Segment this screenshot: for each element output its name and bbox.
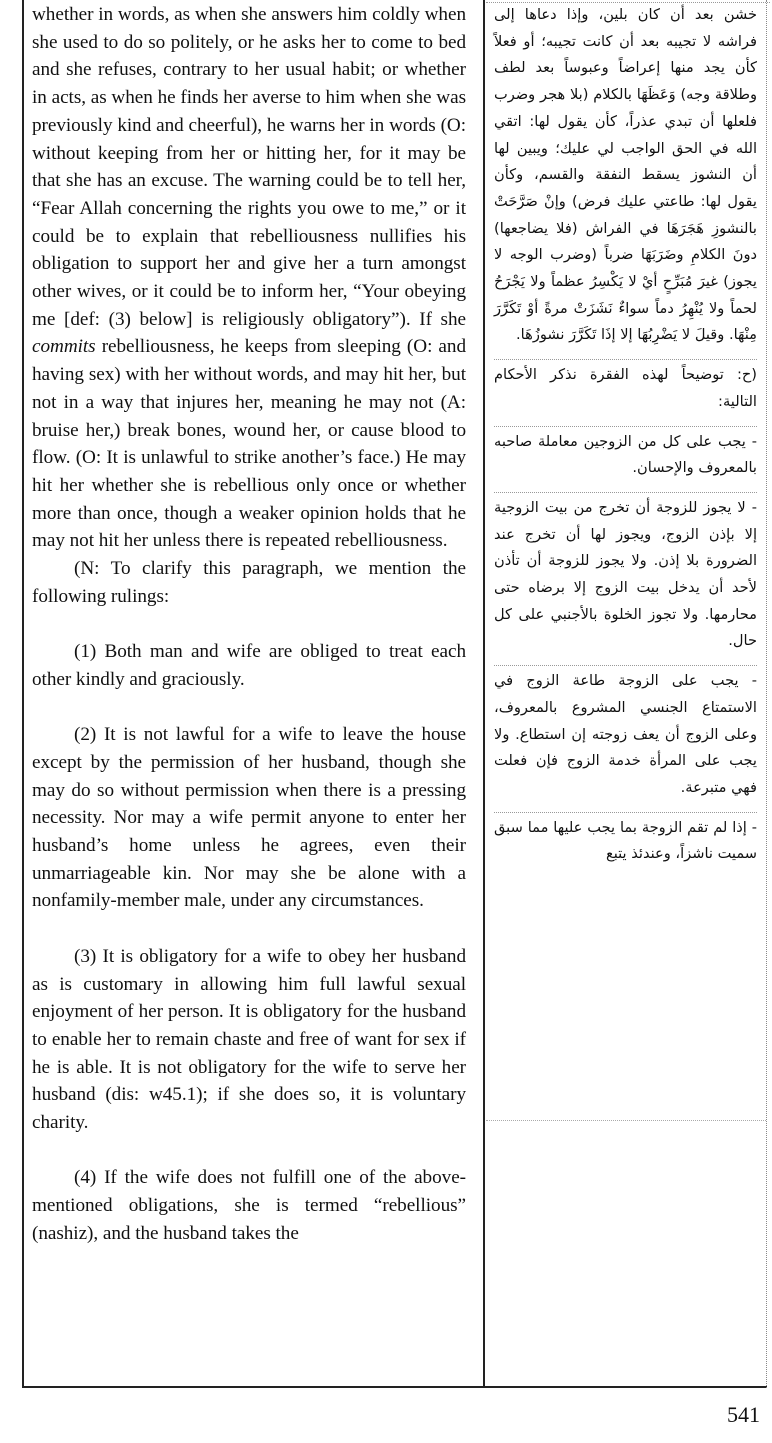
page-number: 541 xyxy=(727,1402,760,1427)
p1-emphasis: commits xyxy=(32,336,96,358)
lower-right-dots xyxy=(486,1120,766,1123)
right-edge-dots xyxy=(766,0,768,1388)
arabic-column xyxy=(494,2,757,868)
english-paragraph-1 xyxy=(32,1,466,555)
column-divider xyxy=(483,0,485,1388)
arabic-paragraph-1: خشن بعد أن كان بلين، وإذا دعاها إلى فراشه لا تجيبه بعد أن كانت تجيبه؛ أو فعلاً كأن يجد منها إعراضاً وعبوساً بعد لطف وطلاقة وجه) وَعَظَهَا بالكلام (بلا هجر وضرب فلعلها أن تبدي عذراً، كأن يقول لها: اتقي الله في الحق الواجب لي عليك؛ ويبين لها أن النشوز يسقط النفقة والقسم، وكأن يقول لها: طاعتي عليك فرض) وإنْ صَرَّحَتْ بالنشوزِ هَجَرَهَا في الفراش (فلا يضاجعها) دونَ الكلامِ وضَرَبَهَا ضرباً (وضرب الوجه لا يجوز) غيرَ مُبَرِّحٍ أيْ لا يَكْسِرُ عظماً ولا يَجْرَحُ لحماً ولا يُنْهِرُ دماً سواءٌ نَشَزَتْ مرةً أوْ تَكَرَّرَ مِنْهَا. وقيلَ لا يَضْرِبُهَا إلا إذَا تَكَرَّرَ نشوزُهَا. xyxy=(494,6,757,344)
ruling-2: (2) It is not lawful for a wife to leave the house except by the permission of her husband, though she may do so without permission when there is a pressing necessity. Nor may a wife permit anyone to enter her husband’s home unless he agrees, even their unmarriageable kin. Nor may she be alone with a nonfamily-member male, under any circumstances. xyxy=(32,724,466,912)
english-paragraph-2: (N: To clarify this paragraph, we mention the following rulings: xyxy=(32,558,466,607)
p1-text-b: rebelliousness, he keeps from sleeping (O: and having sex) with her without words, and may hit her, but not in a way that injures her, meaning he may not (A: bruise her,) break bones, wound her, or cause blood to flow. (O: It is unlawful to strike another’s face.) He may hit her whether she is rebellious only once or whether more than once, though a weaker opinion holds that he may not hit her unless there is repeated rebelliousness. xyxy=(32,336,466,552)
english-column xyxy=(32,1,466,1248)
arabic-ruling-3: - يجب على الزوجة طاعة الزوج في الاستمتاع الجنسي المشروع بالمعروف، وعلى الزوج أن يعف زوجته إن استطاع. ولا يجب على المرأة خدمة الزوج فإن فعلت فهي متبرعة. xyxy=(494,672,757,796)
arabic-paragraph-2: (ح: توضيحاً لهذه الفقرة نذكر الأحكام التالية: xyxy=(494,366,757,410)
arabic-ruling-4: - إذا لم تقم الزوجة بما يجب عليها مما سبق سميت ناشزاً، وعندئذ يتبع xyxy=(494,818,757,863)
arabic-ruling-2: - لا يجوز للزوجة أن تخرج من بيت الزوجية إلا بإذن الزوج، ويجوز لها أن تخرج عند الضرورة بلا إذن. ولا يجوز للزوجة أن تأذن لأحد أن يدخل بيت الزوج إلا برضاه حتى محارمها. ولا تجوز الخلوة بالأجنبي على كل حال. xyxy=(494,498,757,650)
ruling-3: (3) It is obligatory for a wife to obey her husband as is customary in allowing him full lawful sexual enjoyment of her person. It is obligatory for the husband to enable her to remain chaste and free of want for sex if he is able. It is not obligatory for the wife to serve her husband (dis: w45.1); if she does so, it is voluntary charity. xyxy=(32,945,466,1134)
ruling-1: (1) Both man and wife are obliged to treat each other kindly and graciously. xyxy=(32,641,466,690)
arabic-ruling-1: - يجب على كل من الزوجين معاملة صاحبه بالمعروف والإحسان. xyxy=(494,432,757,477)
ruling-4: (4) If the wife does not fulfill one of the above-mentioned obligations, she is termed “rebellious” (nashiz), and the husband takes the xyxy=(32,1167,466,1244)
p1-text-a: whether in words, as when she answers him coldly when she used to do so politely, or he asks her to come to bed and she refuses, contrary to her usual habit; or whether in acts, as when he finds her averse to him when she was previously kind and cheerful), he warns her in words (O: without keeping from her or hitting her, for it may be that she has an excuse. The warning could be to tell her, “Fear Allah concerning the rights you owe to me,” or it could be to explain that rebelliousness nullifies his obligation to support her and give her a turn amongst other wives, or it could be to inform her, “Your obeying me [def: (3) below] is religiously obligatory”). If she xyxy=(32,4,466,330)
